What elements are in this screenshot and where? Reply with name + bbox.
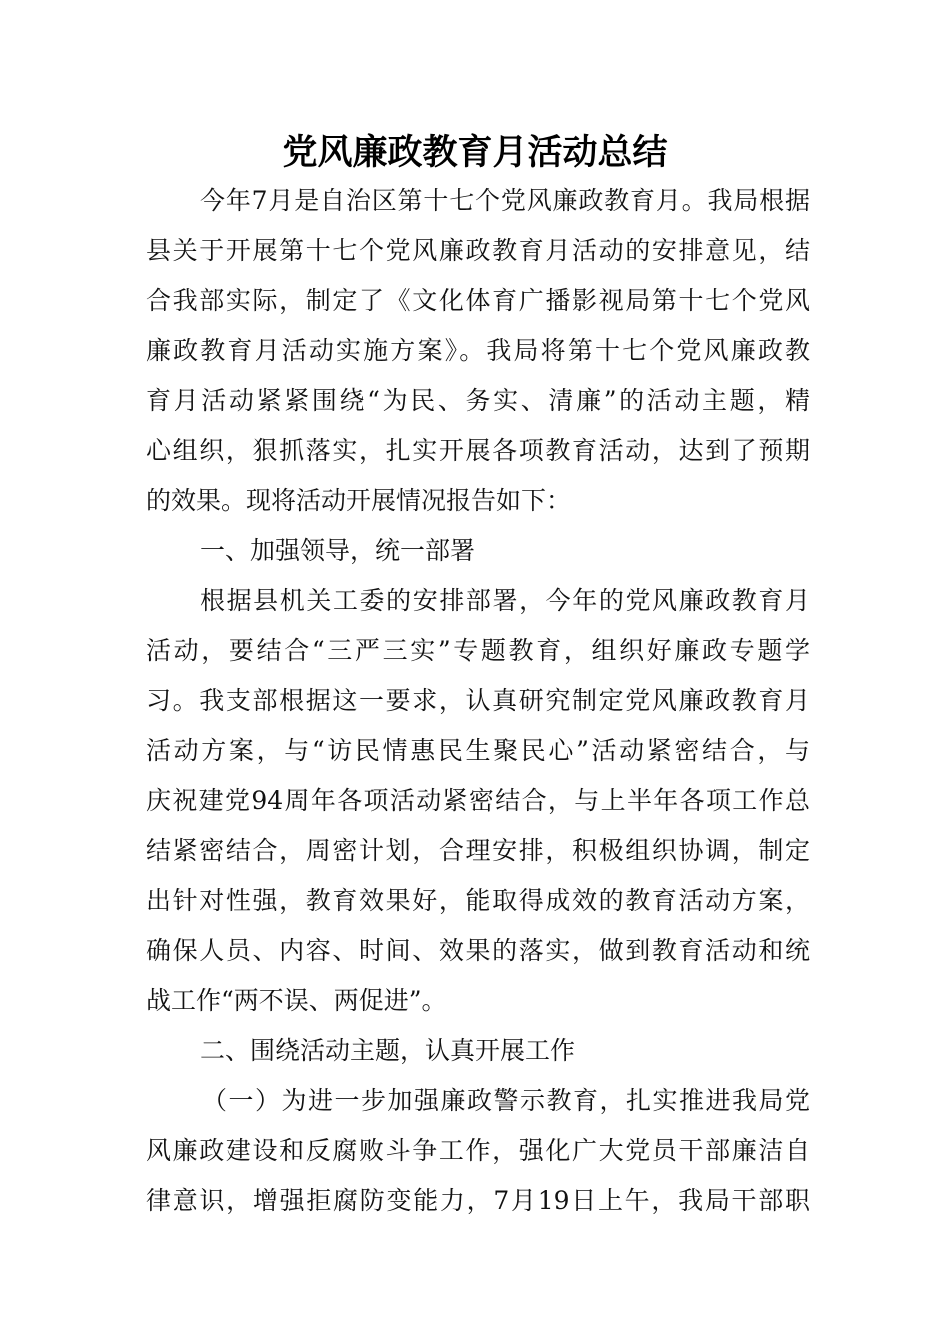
section-heading: 二、围绕活动主题，认真开展工作 bbox=[200, 1036, 576, 1065]
paragraph-line: 的效果。现将活动开展情况报告如下： bbox=[146, 486, 572, 515]
paragraph-line: 律意识，增强拒腐防变能力，7月19日上午，我局干部职 bbox=[146, 1186, 810, 1215]
paragraph-line: 习。我支部根据这一要求，认真研究制定党风廉政教育月 bbox=[146, 686, 810, 715]
document-title: 党风廉政教育月活动总结 bbox=[282, 132, 668, 173]
paragraph-line: 活动方案，与“访民情惠民生聚民心”活动紧密结合，与 bbox=[146, 736, 810, 765]
paragraph-line: （一）为进一步加强廉政警示教育，扎实推进我局党 bbox=[202, 1086, 810, 1115]
paragraph-line: 廉政教育月活动实施方案》。我局将第十七个党风廉政教 bbox=[146, 336, 810, 365]
paragraph-line: 根据县机关工委的安排部署，今年的党风廉政教育月 bbox=[200, 586, 810, 615]
document-body bbox=[146, 176, 810, 1226]
paragraph-line: 合我部实际，制定了《文化体育广播影视局第十七个党风 bbox=[146, 286, 810, 315]
paragraph-line: 风廉政建设和反腐败斗争工作，强化广大党员干部廉洁自 bbox=[146, 1136, 810, 1165]
paragraph-line: 活动，要结合“三严三实”专题教育，组织好廉政专题学 bbox=[146, 636, 810, 665]
paragraph-line: 今年7月是自治区第十七个党风廉政教育月。我局根据 bbox=[200, 186, 810, 215]
paragraph-line: 庆祝建党94周年各项活动紧密结合，与上半年各项工作总 bbox=[146, 786, 810, 815]
paragraph-line: 县关于开展第十七个党风廉政教育月活动的安排意见，结 bbox=[146, 236, 810, 265]
paragraph-line: 结紧密结合，周密计划，合理安排，积极组织协调，制定 bbox=[146, 836, 810, 865]
paragraph-line: 育月活动紧紧围绕“为民、务实、清廉”的活动主题，精 bbox=[146, 386, 810, 415]
paragraph-line: 确保人员、内容、时间、效果的落实，做到教育活动和统 bbox=[146, 936, 810, 965]
paragraph-line: 战工作“两不误、两促进”。 bbox=[146, 986, 447, 1015]
section-heading: 一、加强领导，统一部署 bbox=[200, 536, 476, 565]
paragraph-line: 心组织，狠抓落实，扎实开展各项教育活动，达到了预期 bbox=[146, 436, 810, 465]
paragraph-line: 出针对性强，教育效果好，能取得成效的教育活动方案， bbox=[146, 886, 810, 915]
